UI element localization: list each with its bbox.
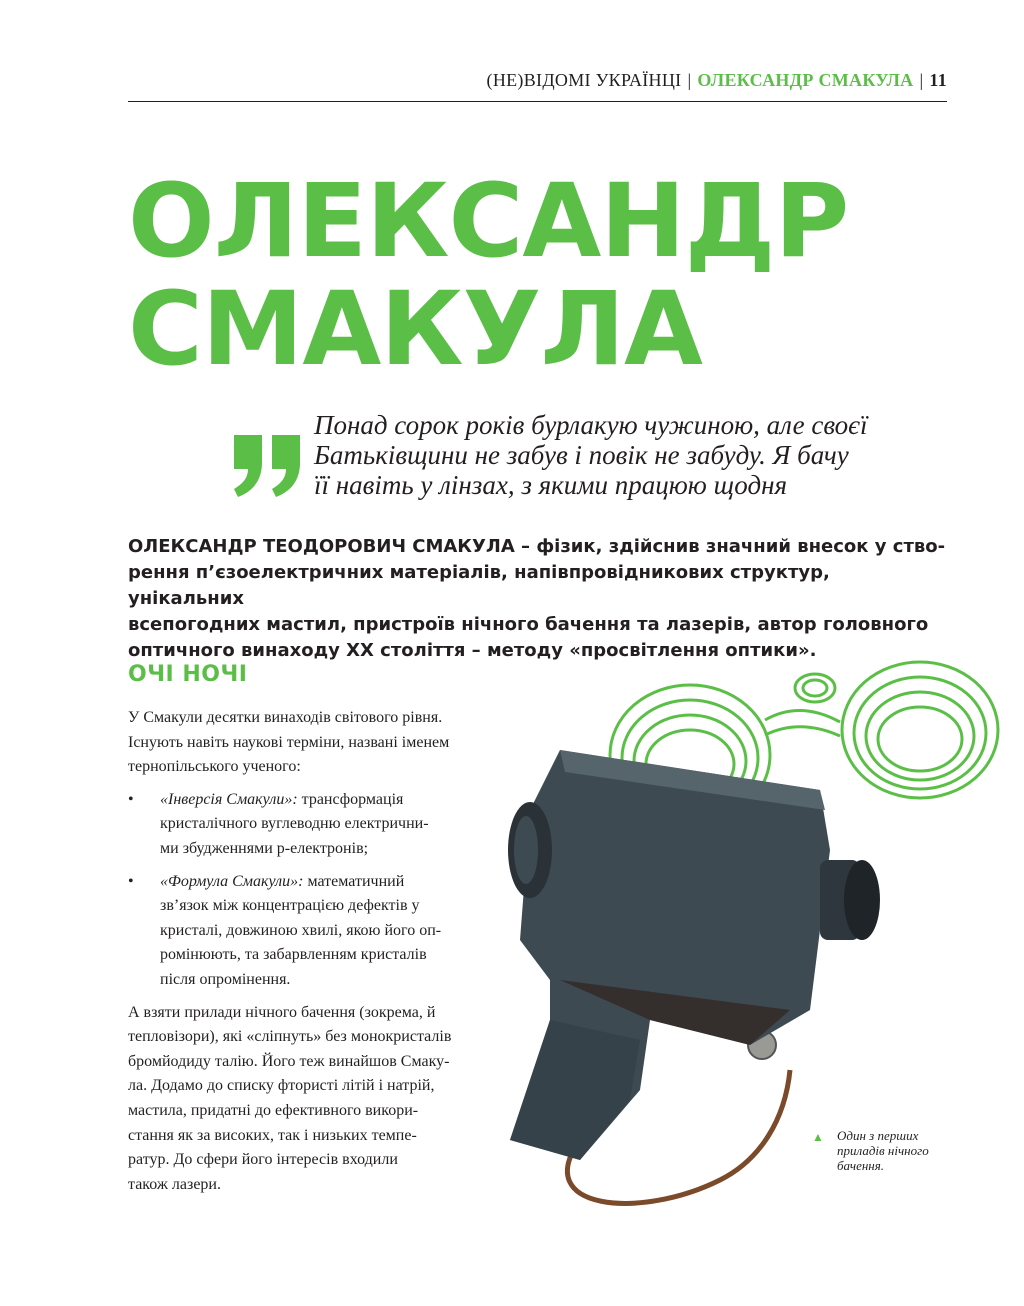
term-formula-desc-1: математичний: [303, 872, 405, 890]
lead-line-4: оптичного винаходу ХХ століття – методу «просвітлення оптики».: [128, 640, 817, 661]
lead-line-1: ОЛЕКСАНДР ТЕОДОРОВИЧ СМАКУЛА – фізик, здійснив значний внесок у ство-: [128, 536, 946, 557]
title-line-1: ОЛЕКСАНДР: [128, 162, 849, 281]
term-formula-desc-5: після опромінення.: [160, 970, 291, 988]
header-rule: [128, 101, 947, 102]
quote-line-1: Понад сорок років бурлакую чужиною, але своєї: [314, 410, 868, 440]
body-line-7: ратур. До сфери його інтересів входили: [128, 1151, 398, 1169]
bullet-icon: •: [128, 872, 134, 890]
term-inversion: «Інверсія Смакули»:: [160, 790, 298, 808]
term-inversion-desc-1: трансформація: [297, 790, 404, 808]
intro-line-3: тернопільського ученого:: [128, 758, 301, 776]
page-number: 11: [929, 70, 947, 90]
term-inversion-desc-2: кристалічного вуглеводню електрични-: [160, 815, 429, 833]
body-line-3: бромйодиду талію. Його теж винайшов Смаку-: [128, 1052, 450, 1070]
term-formula: «Формула Смакули»:: [160, 872, 304, 890]
lead-paragraph: [128, 534, 948, 664]
bullet-icon: •: [128, 790, 134, 808]
term-formula-desc-2: зв’язок між концентрацією дефектів у: [160, 897, 420, 915]
quote-line-3: її навіть у лінзах, з якими працюю щодня: [314, 470, 788, 500]
term-formula-desc-3: кристалі, довжиною хвилі, якою його оп-: [160, 921, 442, 939]
header-separator-2: |: [919, 70, 924, 90]
section-heading: ОЧІ НОЧІ: [128, 662, 248, 687]
body-line-1: А взяти прилади нічного бачення (зокрема, й: [128, 1003, 436, 1021]
lead-line-2: рення п’єзоелектричних матеріалів, напівпровідникових структур, унікальних: [128, 562, 830, 609]
caption-line-3: бачення.: [837, 1158, 885, 1173]
body-line-4: ла. Додамо до списку фтористі літій і натрій,: [128, 1077, 435, 1095]
intro-line-2: Існують навіть наукові терміни, названі іменем: [128, 733, 450, 751]
caption-triangle-icon: ▲: [812, 1130, 824, 1144]
caption-line-1: Один з перших: [837, 1128, 919, 1143]
epigraph-quote: [314, 410, 934, 500]
title-line-2: СМАКУЛА: [128, 270, 702, 389]
header-separator: |: [687, 70, 692, 90]
lead-line-3: всепогодних мастил, пристроїв нічного бачення та лазерів, автор головного: [128, 614, 929, 635]
terms-list: [128, 788, 518, 993]
header-person: ОЛЕКСАНДР СМАКУЛА: [697, 70, 914, 90]
running-header: [487, 70, 947, 91]
body-line-8: також лазери.: [128, 1175, 221, 1193]
body-paragraph: [128, 1001, 518, 1198]
list-item-inversion: [128, 788, 518, 862]
quote-mark-icon: [230, 388, 306, 520]
page-title: [128, 162, 849, 389]
quote-line-2: Батьківщини не забув і повік не забуду. Я бачу: [314, 440, 849, 470]
intro-paragraph: [128, 706, 518, 780]
body-text: [128, 706, 518, 1197]
body-line-6: стання як за високих, так і низьких темпе-: [128, 1126, 417, 1144]
caption-line-2: приладів нічного: [837, 1143, 929, 1158]
term-inversion-desc-3: ми збудженнями р-електронів;: [160, 839, 369, 857]
header-section: (НЕ)ВІДОМІ УКРАЇНЦІ: [486, 70, 682, 90]
term-formula-desc-4: ромінюють, та забарвленням кристалів: [160, 946, 427, 964]
image-caption: [812, 1128, 962, 1173]
intro-line-1: У Смакули десятки винаходів світового рівня.: [128, 709, 443, 726]
body-line-2: тепловізори), які «сліпнуть» без монокристалів: [128, 1028, 452, 1046]
body-line-5: мастила, придатні до ефективного викори-: [128, 1101, 419, 1119]
list-item-formula: [128, 870, 518, 993]
